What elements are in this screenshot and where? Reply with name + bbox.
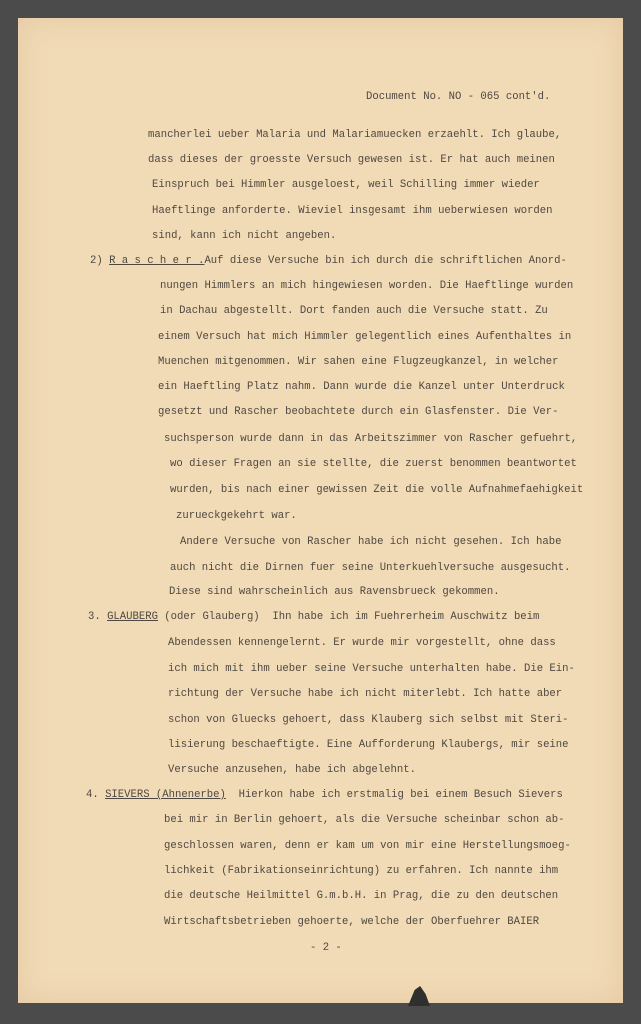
text-line: Wirtschaftsbetrieben gehoerte, welche der Oberfuehrer BAIER — [164, 916, 540, 928]
item-3-first-line — [88, 610, 539, 624]
text-line: richtung der Versuche habe ich nicht miterlebt. Ich hatte aber — [168, 688, 563, 700]
text-line: sind, kann ich nicht angeben. — [152, 230, 337, 242]
text-line: ich mich mit ihm ueber seine Versuche unterhalten habe. Die Ein- — [168, 663, 575, 675]
text-line: lisierung beschaeftigte. Eine Aufforderung Klaubergs, mir seine — [168, 739, 569, 751]
text-line: wurden, bis nach einer gewissen Zeit die volle Aufnahmefaehigkeit — [170, 484, 584, 496]
item-text: (oder Glauberg) Ihn habe ich im Fuehrerheim Auschwitz beim — [164, 611, 540, 623]
text-line: nungen Himmlers an mich hingewiesen worden. Die Haeftlinge wurden — [160, 280, 574, 292]
text-line: Versuche anzusehen, habe ich abgelehnt. — [168, 764, 416, 776]
text-line: einem Versuch hat mich Himmler gelegentlich eines Aufenthaltes in — [158, 331, 572, 343]
text-line: Abendessen kennengelernt. Er wurde mir vorgestellt, ohne dass — [168, 637, 556, 649]
item-number: 4. — [86, 789, 99, 801]
text-line: Diese sind wahrscheinlich aus Ravensbrueck gekommen. — [169, 586, 500, 598]
text-line: Andere Versuche von Rascher habe ich nicht gesehen. Ich habe — [180, 536, 562, 548]
item-4-first-line — [86, 788, 563, 802]
item-number: 3. — [88, 611, 101, 623]
text-line: wo dieser Fragen an sie stellte, die zuerst benommen beantwortet — [170, 458, 577, 470]
document-number-header: Document No. NO - 065 cont'd. — [366, 91, 551, 103]
text-line: auch nicht die Dirnen fuer seine Unterkuehlversuche ausgesucht. — [170, 562, 571, 574]
item-name: R a s c h e r . — [109, 255, 205, 267]
text-line: Einspruch bei Himmler ausgeloest, weil Schilling immer wieder — [152, 179, 540, 191]
text-line: geschlossen waren, denn er kam um von mir eine Herstellungsmoeg- — [164, 840, 571, 852]
text-line: zurueckgekehrt war. — [176, 510, 297, 522]
text-line: bei mir in Berlin gehoert, als die Versuche scheinbar schon ab- — [164, 814, 565, 826]
text-line: ein Haeftling Platz nahm. Dann wurde die Kanzel unter Unterdruck — [158, 381, 565, 393]
item-text: Hierkon habe ich erstmalig bei einem Besuch Sievers — [238, 789, 563, 801]
text-line: dass dieses der groesste Versuch gewesen ist. Er hat auch meinen — [148, 154, 555, 166]
item-name: GLAUBERG — [107, 611, 158, 623]
item-name: SIEVERS (Ahnenerbe) — [105, 789, 226, 801]
item-2-first-line — [90, 254, 567, 268]
item-number: 2) — [90, 255, 103, 267]
text-line: mancherlei ueber Malaria und Malariamuecken erzaehlt. Ich glaube, — [148, 129, 562, 141]
item-text: Auf diese Versuche bin ich durch die schriftlichen Anord- — [204, 255, 567, 267]
text-line: lichkeit (Fabrikationseinrichtung) zu erfahren. Ich nannte ihm — [164, 865, 559, 877]
text-line: Haeftlinge anforderte. Wieviel insgesamt ihm ueberwiesen worden — [152, 205, 553, 217]
text-line: gesetzt und Rascher beobachtete durch ein Glasfenster. Die Ver- — [158, 406, 559, 418]
text-line: in Dachau abgestellt. Dort fanden auch die Versuche statt. Zu — [160, 305, 548, 317]
text-line: die deutsche Heilmittel G.m.b.H. in Prag, die zu den deutschen — [164, 890, 559, 902]
text-line: suchsperson wurde dann in das Arbeitszimmer von Rascher gefuehrt, — [164, 433, 578, 445]
text-line: schon von Gluecks gehoert, dass Klauberg sich selbst mit Steri- — [168, 714, 569, 726]
text-line: Muenchen mitgenommen. Wir sahen eine Flugzeugkanzel, in welcher — [158, 356, 559, 368]
page-number: - 2 - — [310, 942, 342, 954]
